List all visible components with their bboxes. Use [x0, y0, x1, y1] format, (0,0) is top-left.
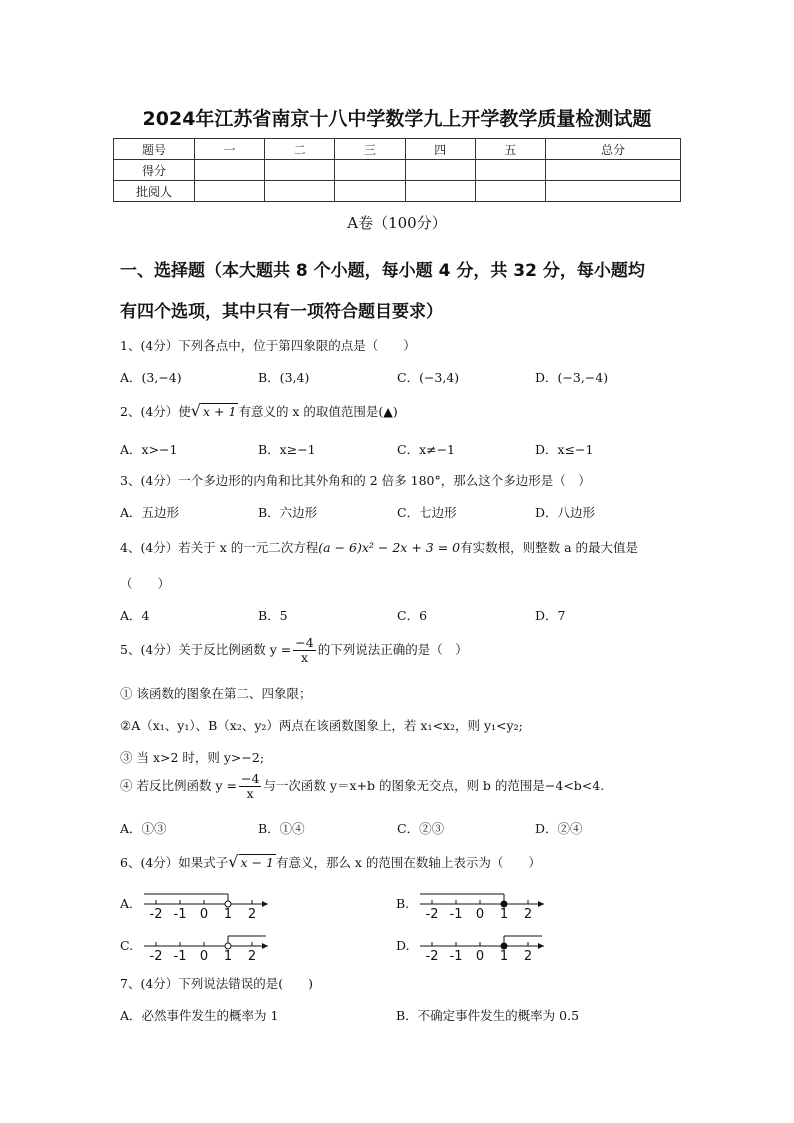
radical-sign-icon: √: [190, 401, 201, 420]
q6-number-line-d: [416, 928, 551, 964]
score-table-row: [114, 139, 681, 160]
tick-label: 1: [223, 949, 233, 964]
closed-point-icon: [501, 943, 507, 949]
q2-radicand: x + 1: [203, 404, 237, 419]
tick-label: -1: [449, 907, 463, 922]
tick-label: -2: [425, 907, 439, 922]
open-point-icon: [225, 901, 231, 907]
tick-label: 0: [475, 907, 485, 922]
tick-label: -1: [173, 907, 187, 922]
axis-arrow-icon: [538, 943, 544, 949]
score-row-header: 批阅人: [114, 181, 195, 202]
q3-option-a: A．五边形: [120, 505, 180, 520]
score-cell: [546, 160, 681, 181]
question-2-stem: [120, 401, 398, 420]
q2-suffix: 有意义的 x 的取值范围是(▲): [238, 404, 398, 419]
q5-statement-3: ③ 当 x>2 时，则 y>−2;: [120, 750, 265, 765]
q5-statement-4: [120, 772, 604, 801]
tick-label: -1: [449, 949, 463, 964]
q3-option-c: C．七边形: [397, 505, 457, 520]
question-6-stem: [120, 852, 541, 871]
score-row-header: 得分: [114, 160, 195, 181]
q2-option-c: C．x≠−1: [397, 442, 456, 457]
score-table: [113, 138, 681, 202]
question-3-stem: 3、(4分）一个多边形的内角和比其外角和的 2 倍多 180°，那么这个多边形是（ ）: [120, 473, 591, 488]
score-cell: [265, 181, 335, 202]
q2-prefix: 2、(4分）使: [120, 404, 191, 419]
score-row-header: 题号: [114, 139, 195, 160]
section-heading-line1: 一、选择题（本大题共 8 个小题，每小题 4 分，共 32 分，每小题均: [120, 261, 645, 281]
score-cell: [405, 160, 475, 181]
score-cell: [546, 181, 681, 202]
question-1-stem: 1、(4分）下列各点中，位于第四象限的点是（ ）: [120, 338, 416, 353]
section-heading-line2: 有四个选项，其中只有一项符合题目要求）: [120, 302, 443, 322]
q5-fraction: [293, 636, 315, 665]
question-4-stem: [120, 538, 638, 556]
score-cell: 总分: [546, 139, 681, 160]
q5-statement-2: ②A（x₁、y₁）、B（x₂、y₂）两点在该函数图象上，若 x₁<x₂，则 y₁<y₂;: [120, 718, 523, 733]
q7-option-a: A．必然事件发生的概率为 1: [120, 1008, 279, 1023]
tick-label: 2: [523, 949, 533, 964]
q4-option-c: C．6: [397, 608, 428, 623]
tick-label: 1: [499, 949, 509, 964]
q6-option-c-label: C.: [120, 938, 134, 953]
q6-number-line-b: [416, 886, 551, 922]
q6-option-b-label: B.: [396, 896, 410, 911]
score-cell: [195, 160, 265, 181]
tick-label: 1: [499, 907, 509, 922]
q6-prefix: 6、(4分）如果式子: [120, 855, 229, 870]
tick-label: -2: [149, 907, 163, 922]
q5-s4-denominator: x: [246, 786, 254, 801]
q3-option-b: B．六边形: [258, 505, 318, 520]
score-cell: [265, 160, 335, 181]
tick-label: 2: [523, 907, 533, 922]
score-cell: [335, 181, 405, 202]
closed-point-icon: [501, 901, 507, 907]
q6-radicand: x − 1: [240, 855, 274, 870]
score-cell: [475, 160, 545, 181]
q4-option-a: A．4: [120, 608, 150, 623]
radical-sign-icon: √: [228, 852, 239, 871]
tick-label: 2: [247, 949, 257, 964]
q2-option-a: A．x>−1: [120, 442, 178, 457]
q5-s4-suffix: 与一次函数 y＝x+b 的图象无交点，则 b 的范围是−4<b<4.: [263, 778, 605, 793]
q6-number-line-c: [140, 928, 275, 964]
q1-option-a: A．(3,−4): [120, 370, 182, 385]
tick-label: -2: [425, 949, 439, 964]
score-cell: 一: [195, 139, 265, 160]
question-7-stem: 7、(4分）下列说法错误的是( ): [120, 976, 314, 991]
tick-label: 0: [475, 949, 485, 964]
tick-label: 0: [199, 907, 209, 922]
q5-suffix: 的下列说法正确的是（ ）: [317, 642, 468, 657]
q4-prefix: 4、(4分）若关于 x 的一元二次方程: [120, 540, 319, 555]
score-cell: [475, 181, 545, 202]
q5-statement-1: ① 该函数的图象在第二、四象限；: [120, 686, 312, 701]
q6-number-line-a: [140, 886, 275, 922]
score-cell: [335, 160, 405, 181]
tick-label: -1: [173, 949, 187, 964]
score-cell: 五: [475, 139, 545, 160]
axis-arrow-icon: [262, 901, 268, 907]
q1-option-b: B．(3,4): [258, 370, 310, 385]
q4-equation: (a − 6)x² − 2x + 3 = 0: [318, 540, 461, 555]
q2-option-b: B．x≥−1: [258, 442, 316, 457]
score-cell: [405, 181, 475, 202]
q5-prefix: 5、(4分）关于反比例函数 y =: [120, 642, 292, 657]
q5-numerator: −4: [295, 635, 314, 650]
q1-option-d: D．(−3,−4): [535, 370, 609, 385]
score-table-row: [114, 181, 681, 202]
q2-option-d: D．x≤−1: [535, 442, 594, 457]
q5-denominator: x: [300, 650, 309, 665]
score-cell: 三: [335, 139, 405, 160]
q4-option-d: D．7: [535, 608, 566, 623]
tick-label: 2: [247, 907, 257, 922]
tick-label: -2: [149, 949, 163, 964]
q5-option-a: A．①③: [120, 821, 167, 836]
q5-s4-fraction: [239, 772, 261, 801]
q6-suffix: 有意义，那么 x 的范围在数轴上表示为（ ）: [275, 855, 541, 870]
score-cell: 四: [405, 139, 475, 160]
page-title: 2024年江苏省南京十八中学数学九上开学教学质量检测试题: [142, 108, 652, 130]
q4-answer-blank: （ ）: [120, 576, 171, 591]
axis-arrow-icon: [538, 901, 544, 907]
section-subtitle: A卷（100分）: [347, 214, 447, 232]
q5-s4-prefix: ④ 若反比例函数 y =: [120, 778, 237, 793]
tick-label: 0: [199, 949, 209, 964]
q5-option-d: D．②④: [535, 821, 583, 836]
question-5-stem: [120, 636, 468, 665]
q3-option-d: D．八边形: [535, 505, 596, 520]
q4-suffix: 有实数根，则整数 a 的最大值是: [460, 540, 638, 555]
q5-s4-numerator: −4: [240, 771, 260, 786]
axis-arrow-icon: [262, 943, 268, 949]
score-table-row: [114, 160, 681, 181]
q7-option-b: B．不确定事件发生的概率为 0.5: [396, 1008, 580, 1023]
q6-option-d-label: D.: [396, 938, 410, 953]
score-cell: 二: [265, 139, 335, 160]
tick-label: 1: [223, 907, 233, 922]
q4-option-b: B．5: [258, 608, 288, 623]
open-point-icon: [225, 943, 231, 949]
q5-option-c: C．②③: [397, 821, 445, 836]
score-cell: [195, 181, 265, 202]
q1-option-c: C．(−3,4): [397, 370, 460, 385]
q6-option-a-label: A.: [120, 896, 134, 911]
q5-option-b: B．①④: [258, 821, 305, 836]
